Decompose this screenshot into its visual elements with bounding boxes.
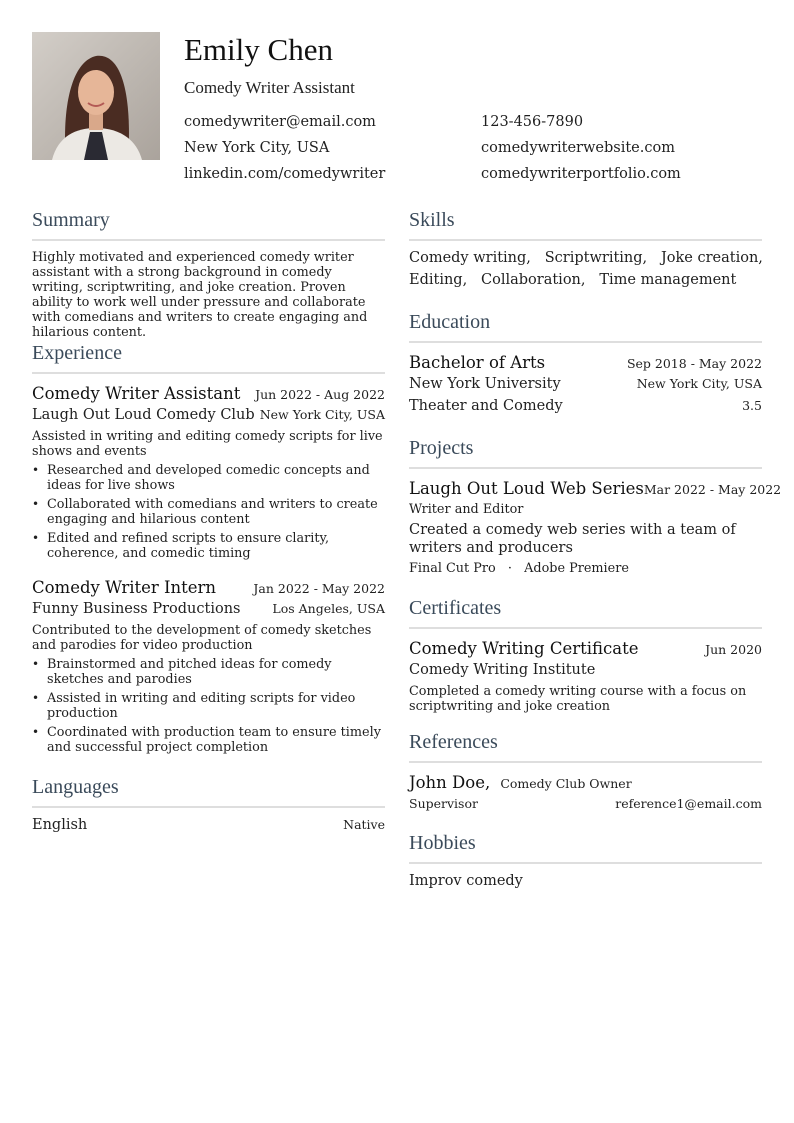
- experience-1-bullets: [32, 463, 385, 565]
- skills-line-2: Editing, Collaboration, Time management: [409, 272, 737, 288]
- experience-heading: Experience: [32, 342, 122, 364]
- experience-2-bullets: [32, 657, 385, 759]
- list-item: • Edited and refined scripts to ensure clarity, coherence, and comedic timing: [32, 531, 385, 561]
- project-name: Laugh Out Loud Web Series: [409, 479, 644, 498]
- certificate-header: [409, 639, 762, 658]
- experience-2-role: Comedy Writer Intern: [32, 578, 217, 597]
- list-item: • Collaborated with comedians and writers to create engaging and hilarious content: [32, 497, 385, 527]
- reference-name-row: [409, 773, 632, 792]
- education-location: New York City, USA: [636, 376, 762, 391]
- experience-1-dates: Jun 2022 - Aug 2022: [255, 387, 385, 402]
- experience-2-description: Contributed to the development of comedy sketches and parodies for video production: [32, 623, 372, 653]
- experience-2-header: [32, 578, 385, 597]
- experience-2-dates: Jan 2022 - May 2022: [253, 581, 385, 596]
- certificate-date: Jun 2020: [705, 642, 762, 657]
- contact-phone[interactable]: 123-456-7890: [481, 114, 584, 130]
- profile-photo: [32, 32, 160, 160]
- experience-2-company: Funny Business Productions: [32, 601, 241, 617]
- project-dates: Mar 2022 - May 2022: [643, 482, 782, 497]
- summary-heading: Summary: [32, 209, 110, 231]
- skills-divider: [409, 239, 762, 241]
- certificates-divider: [409, 627, 762, 629]
- education-heading: Education: [409, 311, 491, 333]
- project-description: Created a comedy web series with a team of writers and producers: [409, 522, 736, 556]
- certificate-name: Comedy Writing Certificate: [409, 639, 639, 658]
- project-header: [409, 479, 782, 498]
- list-item: • Coordinated with production team to ensure timely and successful project completion: [32, 725, 385, 755]
- certificate-description: Completed a comedy writing course with a focus on scriptwriting and joke creation: [409, 684, 747, 714]
- language-name: English: [32, 817, 88, 833]
- education-school-row: [409, 376, 762, 392]
- references-divider: [409, 761, 762, 763]
- hobby-item: Improv comedy: [409, 873, 523, 889]
- experience-1-header: [32, 384, 385, 403]
- language-row: [32, 817, 385, 833]
- languages-heading: Languages: [32, 776, 119, 798]
- contact-website[interactable]: comedywriterwebsite.com: [481, 140, 675, 156]
- education-dates: Sep 2018 - May 2022: [626, 356, 762, 371]
- reference-name: John Doe,: [409, 773, 491, 792]
- experience-2-subheader: [32, 601, 385, 617]
- hobby-row: [409, 873, 762, 889]
- candidate-title: Comedy Writer Assistant: [184, 78, 355, 97]
- education-school: New York University: [409, 376, 561, 392]
- experience-2-location: Los Angeles, USA: [272, 601, 385, 616]
- projects-heading: Projects: [409, 437, 474, 459]
- reference-detail-row: [409, 796, 762, 811]
- references-heading: References: [409, 731, 498, 753]
- hobbies-divider: [409, 862, 762, 864]
- hobbies-heading: Hobbies: [409, 832, 476, 854]
- skills-heading: Skills: [409, 209, 455, 231]
- contact-linkedin[interactable]: linkedin.com/comedywriter: [184, 166, 386, 182]
- experience-1-subheader: [32, 407, 385, 423]
- list-item: • Brainstormed and pitched ideas for comedy sketches and parodies: [32, 657, 385, 687]
- list-item: • Assisted in writing and editing scripts for video production: [32, 691, 385, 721]
- summary-divider: [32, 239, 385, 241]
- experience-1-description: Assisted in writing and editing comedy scripts for live shows and events: [32, 429, 383, 459]
- certificate-issuer: Comedy Writing Institute: [409, 662, 596, 678]
- project-tools: Final Cut Pro · Adobe Premiere: [409, 561, 629, 576]
- skills-line-1: Comedy writing, Scriptwriting, Joke creation,: [409, 250, 763, 266]
- contact-portfolio[interactable]: comedywriterportfolio.com: [481, 166, 681, 182]
- candidate-name: Emily Chen: [184, 32, 333, 67]
- education-degree: Bachelor of Arts: [409, 353, 546, 372]
- languages-divider: [32, 806, 385, 808]
- reference-position: Comedy Club Owner: [500, 776, 632, 791]
- contact-location: New York City, USA: [184, 140, 330, 156]
- reference-email[interactable]: reference1@email.com: [615, 796, 762, 811]
- certificate-issuer-row: [409, 662, 762, 678]
- certificates-heading: Certificates: [409, 597, 502, 619]
- education-header: [409, 353, 762, 372]
- project-role: Writer and Editor: [409, 502, 524, 517]
- contact-email[interactable]: comedywriter@email.com: [184, 114, 376, 130]
- language-level: Native: [343, 817, 385, 832]
- reference-relation: Supervisor: [409, 796, 478, 811]
- experience-divider: [32, 372, 385, 374]
- experience-1-role: Comedy Writer Assistant: [32, 384, 241, 403]
- experience-1-company: Laugh Out Loud Comedy Club: [32, 407, 255, 423]
- education-field: Theater and Comedy: [409, 398, 563, 414]
- education-field-row: [409, 398, 762, 414]
- list-item: • Researched and developed comedic concepts and ideas for live shows: [32, 463, 385, 493]
- education-gpa: 3.5: [742, 398, 762, 413]
- education-divider: [409, 341, 762, 343]
- profile-photo-illustration: [32, 32, 160, 160]
- projects-divider: [409, 467, 762, 469]
- summary-text: Highly motivated and experienced comedy writer assistant with a strong background in comedy writing, scriptwriting, and joke creation. Proven ability to work well under pressure and collaborate with comedians and writers to create engaging and hilarious content.: [32, 250, 368, 340]
- experience-1-location: New York City, USA: [259, 407, 385, 422]
